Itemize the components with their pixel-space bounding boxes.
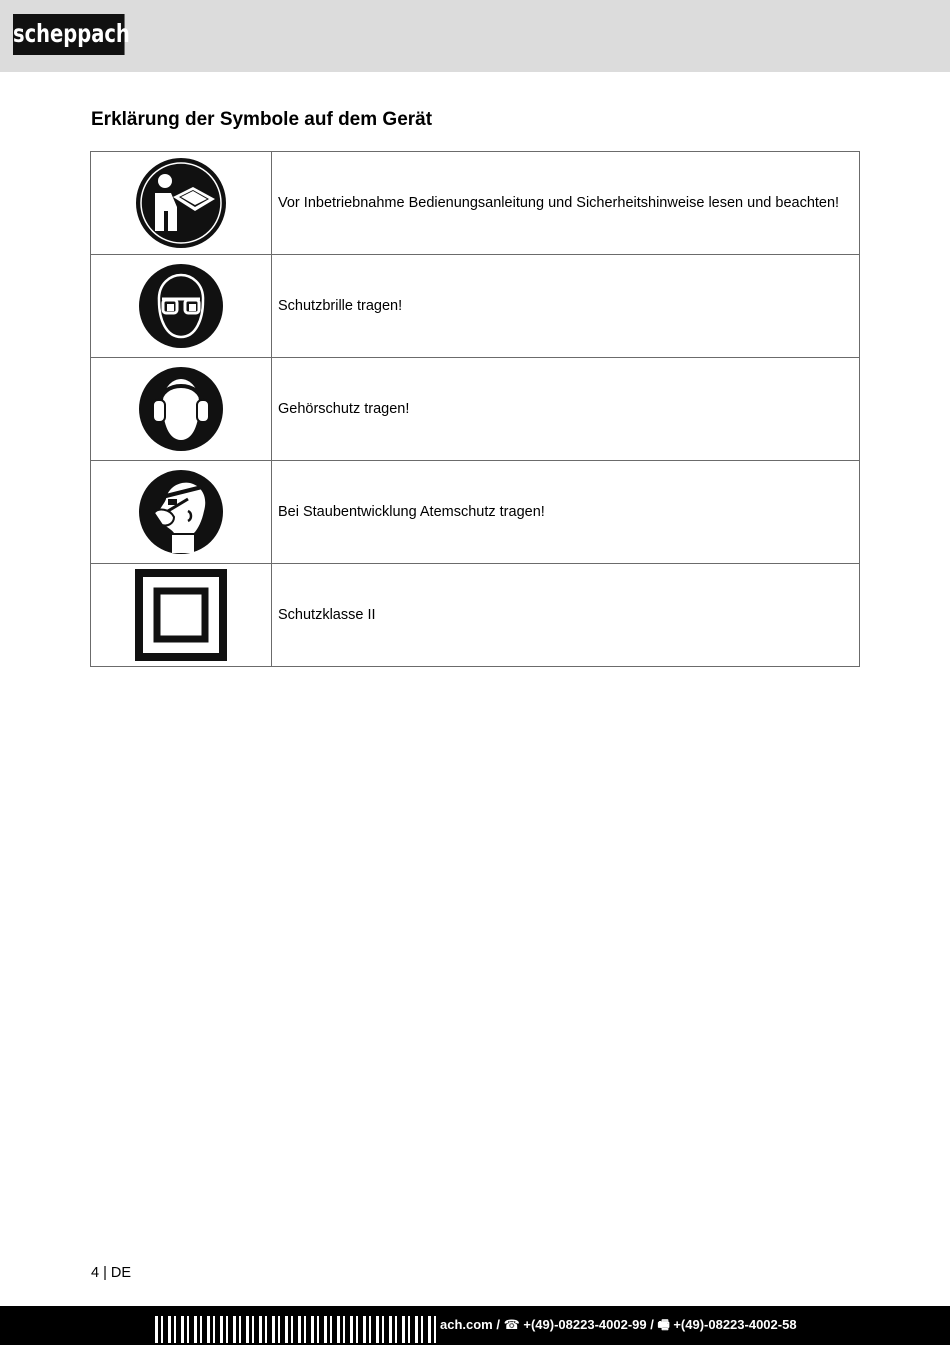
footer-contact: ach.com / ☎ +(49)-08223-4002-99 / 🖷 +(49)-08223-4002-58 [440, 1317, 797, 1332]
page-number: 4 | DE [91, 1265, 132, 1281]
hearing-protection-icon [138, 366, 224, 452]
symbol-description: Schutzklasse II [272, 564, 860, 667]
read-manual-icon [135, 157, 227, 249]
symbol-description: Bei Staubentwicklung Atemschutz tragen! [272, 461, 860, 564]
table-row [91, 358, 860, 461]
symbol-description: Vor Inbetriebnahme Bedienungsanleitung und Sicherheitshinweise lesen und beachten! [272, 152, 860, 255]
protection-class-ii-icon [135, 569, 227, 661]
brand-logo: scheppach [13, 14, 125, 55]
symbol-cell [91, 255, 272, 358]
symbol-cell [91, 358, 272, 461]
table-row [91, 255, 860, 358]
symbol-cell [91, 564, 272, 667]
symbols-table [90, 151, 860, 667]
table-row [91, 152, 860, 255]
respirator-icon [138, 469, 224, 555]
header-bar [0, 0, 950, 72]
symbol-description: Gehörschutz tragen! [272, 358, 860, 461]
symbol-cell [91, 461, 272, 564]
table-row [91, 564, 860, 667]
footer-graphic [155, 1316, 440, 1343]
safety-goggles-icon [138, 263, 224, 349]
symbol-description: Schutzbrille tragen! [272, 255, 860, 358]
symbol-cell [91, 152, 272, 255]
section-title: Erklärung der Symbole auf dem Gerät [91, 109, 433, 130]
table-row [91, 461, 860, 564]
